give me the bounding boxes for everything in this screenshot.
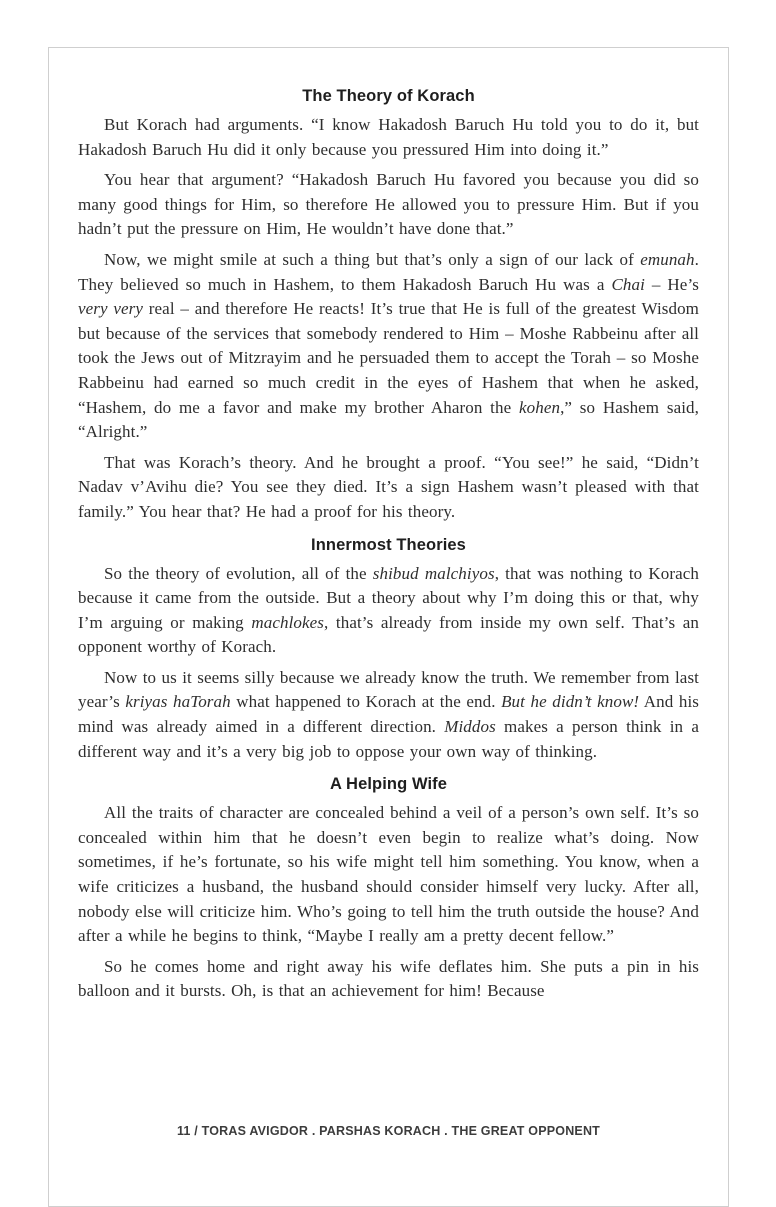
text-run: makes a person think in a different way and it’s a very big job to oppose your own way of thinking. [78, 717, 699, 761]
section-heading: The Theory of Korach [302, 87, 475, 105]
text-run: what happened to Korach at the end. [230, 692, 502, 712]
text-run: All the traits of character are concealed behind a veil of a person’s own self. It’s so concealed within him that he doesn’t even begin to realize what’s doing. Now sometimes, if he’s fortunate, so his wife might tell him something. You know, when a wife criticizes a husband, the husband should consider himself very lucky. After all, nobody else will criticize him. Who’s going to tell him the truth outside the house? And after a while he begins to think, “Maybe I really am a pretty decent fellow.” [78, 803, 699, 946]
text-run: Now to us it seems silly because we already know the truth. We remember from last year’s [78, 667, 699, 712]
document-page [48, 47, 729, 1207]
section-heading: Innermost Theories [311, 535, 466, 554]
text-run: , that’s already from inside my own self. That’s an opponent worthy of Korach. [78, 612, 699, 657]
italic-term: kriyas haTorah [125, 692, 231, 712]
text-run: So the theory of evolution, all of the [104, 563, 373, 583]
text-run: , that was nothing to Korach because it came from the outside. But a theory about why I’m doing this or that, why I’m arguing or making [78, 563, 699, 632]
text-run: ,” so Hashem said, “Alright.” [78, 397, 699, 442]
page-footer [49, 1124, 728, 1138]
italic-term: emunah [640, 249, 695, 269]
text-run: You hear that argument? “Hakadosh Baruch Hu favored you because you did so many good things for Him, so therefore He allowed you to pressure Him. But if you hadn’t put the pressure on Him, He wouldn’t have done that.” [78, 170, 699, 239]
italic-term: kohen [518, 397, 561, 417]
footer-text: 11 / TORAS AVIGDOR . PARSHAS KORACH . THE GREAT OPPONENT [176, 1124, 601, 1138]
paragraph [78, 801, 699, 949]
text-run: – He’s [644, 274, 699, 294]
paragraph [78, 113, 699, 162]
text-run: That was Korach’s theory. And he brought a proof. “You see!” he said, “Didn’t Nadav v’Avihu die? You see they died. It’s a sign Hashem wasn’t pleased with that family.” You hear that? He had a proof for his theory. [78, 452, 699, 521]
text-run: Now, we might smile at such a thing but that’s only a sign of our lack of [104, 249, 641, 269]
text-run: . They believed so much in Hashem, to them Hakadosh Baruch Hu was a [78, 249, 699, 294]
italic-term: very very [78, 299, 144, 319]
italic-term: But he didn’t know! [501, 692, 640, 712]
italic-term: Chai [611, 274, 645, 294]
section-heading: A Helping Wife [329, 775, 448, 794]
text-run: And his mind was already aimed in a different direction. [78, 692, 699, 737]
paragraph [78, 666, 699, 764]
paragraph [78, 248, 699, 445]
text-run: real – and therefore He reacts! It’s true that He is full of the greatest Wisdom but because of the services that somebody rendered to Him – Moshe Rabbeinu after all took the Jews out of Mitzrayim and he persuaded them to accept the Torah – so Moshe Rabbeinu had earned so much credit in the eyes of Hashem that when he asked, “Hashem, do me a favor and make my brother Aharon the [78, 299, 700, 417]
paragraph [78, 451, 699, 525]
paragraph [78, 562, 699, 660]
paragraph [78, 955, 699, 1004]
paragraph [78, 168, 699, 242]
text-run: So he comes home and right away his wife deflates him. She puts a pin in his balloon and it bursts. Oh, is that an achievement for him! Because [78, 956, 699, 1001]
article-body [49, 48, 728, 1004]
italic-term: shibud malchiyos [372, 563, 495, 583]
text-run: But Korach had arguments. “I know Hakadosh Baruch Hu told you to do it, but Hakadosh Baruch Hu did it only because you pressured Him into doing it.” [78, 115, 699, 159]
italic-term: Middos [444, 717, 496, 737]
italic-term: machlokes [251, 612, 324, 632]
